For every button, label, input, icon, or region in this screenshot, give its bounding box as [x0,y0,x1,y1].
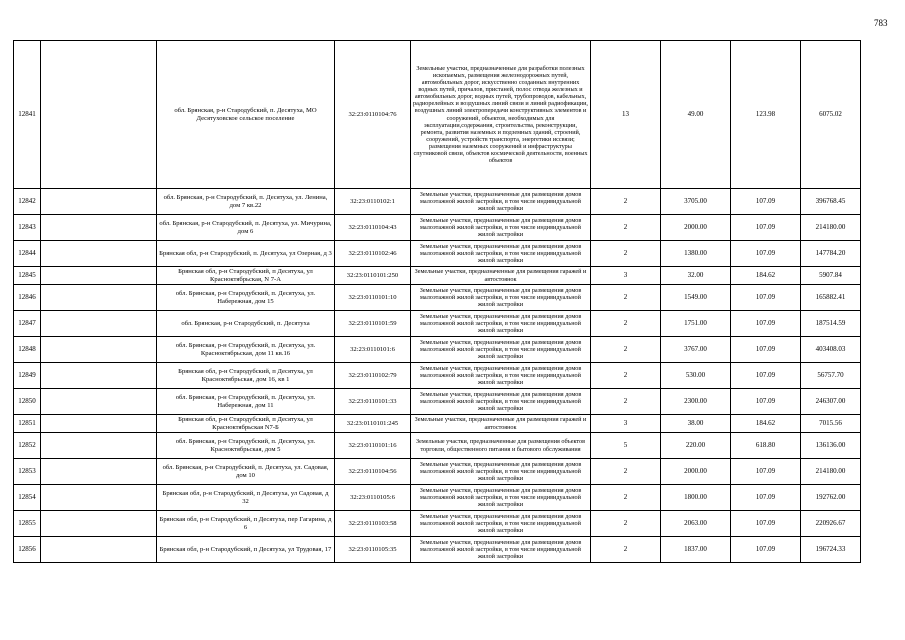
cadastral-value-cell: 56757.70 [801,363,861,389]
cadastral-number-cell: 32:23:0110101:245 [335,415,411,433]
blank-cell [41,337,157,363]
rate-cell: 107.09 [731,311,801,337]
row-number: 12853 [14,459,41,485]
table-row [14,267,861,285]
registry-rows [14,41,861,563]
cadastral-number-cell: 32:23:0110105:6 [335,485,411,511]
address-cell: Брянская обл, р-н Стародубский, п Десятуха, ул Красноктябрьская, N 7-А [157,267,335,285]
land-use-cell: Земельные участки, предназначенные для размещения домов малоэтажной жилой застройки, в том числе индивидуальной жилой застройки [411,511,591,537]
row-number: 12846 [14,285,41,311]
cadastral-value-cell: 246307.00 [801,389,861,415]
row-number: 12852 [14,433,41,459]
use-code-cell: 3 [591,267,661,285]
row-number: 12855 [14,511,41,537]
cadastral-number-cell: 32:23:0110102:1 [335,189,411,215]
cadastral-number-cell: 32:23:0110101:59 [335,311,411,337]
cadastral-number-cell: 32:23:0110102:79 [335,363,411,389]
use-code-cell: 2 [591,485,661,511]
area-cell: 32.00 [661,267,731,285]
table-row [14,415,861,433]
cadastral-value-cell: 147784.20 [801,241,861,267]
cadastral-value-cell: 6075.02 [801,41,861,189]
page-number: 783 [874,18,888,28]
blank-cell [41,215,157,241]
area-cell: 2000.00 [661,459,731,485]
table-row [14,433,861,459]
address-cell: Брянская обл, р-н Стародубский, п Десятуха, ул Садовая, д 32 [157,485,335,511]
use-code-cell: 2 [591,189,661,215]
land-registry-table [13,40,861,563]
table-row [14,511,861,537]
table-row [14,537,861,563]
rate-cell: 107.09 [731,389,801,415]
use-code-cell: 2 [591,459,661,485]
rate-cell: 107.09 [731,337,801,363]
address-cell: обл. Брянская, р-н Стародубский, п. Десятуха [157,311,335,337]
rate-cell: 184.62 [731,267,801,285]
use-code-cell: 2 [591,511,661,537]
cadastral-value-cell: 187514.59 [801,311,861,337]
area-cell: 3705.00 [661,189,731,215]
cadastral-number-cell: 32:23:0110101:250 [335,267,411,285]
address-cell: Брянская обл, р-н Стародубский, п Десятуха, ул Красноктябрьская N7-Б [157,415,335,433]
table-row [14,363,861,389]
address-cell: Брянская обл, р-н Стародубский, п Десятуха, пер Гагарина, д 6 [157,511,335,537]
land-use-cell: Земельные участки, предназначенные для размещения домов малоэтажной жилой застройки, в том числе индивидуальной жилой застройки [411,485,591,511]
area-cell: 2000.00 [661,215,731,241]
blank-cell [41,415,157,433]
land-use-cell: Земельные участки, предназначенные для размещения домов малоэтажной жилой застройки, в том числе индивидуальной жилой застройки [411,537,591,563]
row-number: 12844 [14,241,41,267]
use-code-cell: 2 [591,363,661,389]
use-code-cell: 2 [591,285,661,311]
cadastral-number-cell: 32:23:0110102:46 [335,241,411,267]
use-code-cell: 3 [591,415,661,433]
table-row [14,459,861,485]
row-number: 12848 [14,337,41,363]
rate-cell: 107.09 [731,459,801,485]
blank-cell [41,241,157,267]
cadastral-number-cell: 32:23:0110104:56 [335,459,411,485]
area-cell: 1837.00 [661,537,731,563]
blank-cell [41,363,157,389]
cadastral-value-cell: 214180.00 [801,215,861,241]
blank-cell [41,485,157,511]
blank-cell [41,389,157,415]
area-cell: 49.00 [661,41,731,189]
table-row [14,215,861,241]
land-use-cell: Земельные участки, предназначенные для размещения домов малоэтажной жилой застройки, в том числе индивидуальной жилой застройки [411,389,591,415]
address-cell: Брянская обл, р-н Стародубский, п. Десятуха, ул Озерная, д 3 [157,241,335,267]
rate-cell: 107.09 [731,363,801,389]
use-code-cell: 2 [591,389,661,415]
row-number: 12842 [14,189,41,215]
address-cell: обл. Брянская, р-н Стародубский, п. Десятуха, ул. Мичурина, дом 6 [157,215,335,241]
row-number: 12856 [14,537,41,563]
cadastral-value-cell: 403408.03 [801,337,861,363]
land-use-cell: Земельные участки, предназначенные для размещения гаражей и автостоянок [411,267,591,285]
address-cell: обл. Брянская, р-н Стародубский, п. Десятуха, ул. Красноктябрьская, дом 5 [157,433,335,459]
land-use-cell: Земельные участки, предназначенные для размещения домов малоэтажной жилой застройки, в том числе индивидуальной жилой застройки [411,337,591,363]
address-cell: Брянская обл, р-н Стародубский, п Десятуха, ул Красноктябрьская, дом 16, кв 1 [157,363,335,389]
table-row [14,241,861,267]
row-number: 12845 [14,267,41,285]
use-code-cell: 13 [591,41,661,189]
use-code-cell: 5 [591,433,661,459]
cadastral-value-cell: 196724.33 [801,537,861,563]
blank-cell [41,285,157,311]
address-cell: обл. Брянская, р-н Стародубский, п. Десятуха, ул. Садовая, дом 10 [157,459,335,485]
table-row [14,485,861,511]
area-cell: 1380.00 [661,241,731,267]
land-use-cell: Земельные участки, предназначенные для разработки полезных ископаемых, размещения железнодорожных путей, автомобильных дорог, искусственно созданных внутренних водных путей, причалов, пристаней, полос отвода железных и автомобильных дорог, водных путей, трубопроводов, кабельных, радиорелейных и воздушных линий связи и линий радиофикации, воздушных линий электропередачи конструктивных элементов и сооружений, объектов, необходимых для эксплуатации,содержания, строительства, реконструкции, ремонта, развития наземных и подземных зданий, строений, сооружений, устройств транспорта, энергетики иссвязи; размещения наземных сооружений и инфраструктуры спутниковой связи, объектов космической деятельности, военных объектов [411,41,591,189]
table-row [14,337,861,363]
address-cell: обл. Брянская, р-н Стародубский, п. Десятуха, ул. Ленина, дом 7 кв.22 [157,189,335,215]
cadastral-value-cell: 192762.00 [801,485,861,511]
cadastral-value-cell: 7015.56 [801,415,861,433]
area-cell: 220.00 [661,433,731,459]
cadastral-number-cell: 32:23:0110101:6 [335,337,411,363]
land-use-cell: Земельные участки, предназначенные для размещения домов малоэтажной жилой застройки, в том числе индивидуальной жилой застройки [411,311,591,337]
use-code-cell: 2 [591,337,661,363]
rate-cell: 107.09 [731,485,801,511]
rate-cell: 107.09 [731,285,801,311]
area-cell: 530.00 [661,363,731,389]
cadastral-number-cell: 32:23:0110101:16 [335,433,411,459]
row-number: 12843 [14,215,41,241]
area-cell: 3767.00 [661,337,731,363]
blank-cell [41,511,157,537]
address-cell: обл. Брянская, р-н Стародубский, п. Десятуха, ул. Набережная, дом 15 [157,285,335,311]
cadastral-value-cell: 220926.67 [801,511,861,537]
blank-cell [41,537,157,563]
rate-cell: 107.09 [731,189,801,215]
cadastral-number-cell: 32:23:0110103:58 [335,511,411,537]
table-row [14,389,861,415]
address-cell: обл. Брянская, р-н Стародубский, п. Десятуха, МО Десятуховское сельское поселение [157,41,335,189]
cadastral-number-cell: 32:23:0110101:33 [335,389,411,415]
cadastral-number-cell: 32:23:0110104:76 [335,41,411,189]
row-number: 12850 [14,389,41,415]
cadastral-value-cell: 5907.84 [801,267,861,285]
land-use-cell: Земельные участки, предназначенные для размещения домов малоэтажной жилой застройки, в том числе индивидуальной жилой застройки [411,241,591,267]
blank-cell [41,433,157,459]
blank-cell [41,189,157,215]
blank-cell [41,459,157,485]
rate-cell: 107.09 [731,215,801,241]
blank-cell [41,267,157,285]
table-row [14,311,861,337]
area-cell: 1549.00 [661,285,731,311]
area-cell: 2300.00 [661,389,731,415]
area-cell: 1751.00 [661,311,731,337]
use-code-cell: 2 [591,311,661,337]
land-use-cell: Земельные участки, предназначенные для размещения домов малоэтажной жилой застройки, в том числе индивидуальной жилой застройки [411,215,591,241]
cadastral-value-cell: 214180.00 [801,459,861,485]
row-number: 12854 [14,485,41,511]
blank-cell [41,41,157,189]
address-cell: обл. Брянская, р-н Стародубский, п. Десятуха, ул. Набережная, дом 11 [157,389,335,415]
cadastral-number-cell: 32:23:0110105:35 [335,537,411,563]
use-code-cell: 2 [591,537,661,563]
use-code-cell: 2 [591,241,661,267]
land-use-cell: Земельные участки, предназначенные для размещения домов малоэтажной жилой застройки, в том числе индивидуальной жилой застройки [411,189,591,215]
cadastral-value-cell: 136136.00 [801,433,861,459]
land-use-cell: Земельные участки, предназначенные для размещения гаражей и автостоянок [411,415,591,433]
land-use-cell: Земельные участки, предназначенные для размещения объектов торговли, общественного питания и бытового обслуживания [411,433,591,459]
rate-cell: 107.09 [731,241,801,267]
rate-cell: 107.09 [731,511,801,537]
cadastral-number-cell: 32:23:0110104:43 [335,215,411,241]
row-number: 12841 [14,41,41,189]
table-row [14,285,861,311]
row-number: 12849 [14,363,41,389]
area-cell: 2063.00 [661,511,731,537]
row-number: 12847 [14,311,41,337]
land-use-cell: Земельные участки, предназначенные для размещения домов малоэтажной жилой застройки, в том числе индивидуальной жилой застройки [411,459,591,485]
rate-cell: 184.62 [731,415,801,433]
use-code-cell: 2 [591,215,661,241]
cadastral-value-cell: 165882.41 [801,285,861,311]
land-use-cell: Земельные участки, предназначенные для размещения домов малоэтажной жилой застройки, в том числе индивидуальной жилой застройки [411,363,591,389]
area-cell: 38.00 [661,415,731,433]
area-cell: 1800.00 [661,485,731,511]
land-use-cell: Земельные участки, предназначенные для размещения домов малоэтажной жилой застройки, в том числе индивидуальной жилой застройки [411,285,591,311]
cadastral-value-cell: 396768.45 [801,189,861,215]
address-cell: Брянская обл, р-н Стародубский, п Десятуха, ул Трудовая, 17 [157,537,335,563]
rate-cell: 123.98 [731,41,801,189]
row-number: 12851 [14,415,41,433]
blank-cell [41,311,157,337]
cadastral-number-cell: 32:23:0110101:10 [335,285,411,311]
rate-cell: 618.80 [731,433,801,459]
rate-cell: 107.09 [731,537,801,563]
table-row [14,189,861,215]
table-row [14,41,861,189]
address-cell: обл. Брянская, р-н Стародубский, п. Десятуха, ул. Красноктябрьская, дом 11 кв.16 [157,337,335,363]
